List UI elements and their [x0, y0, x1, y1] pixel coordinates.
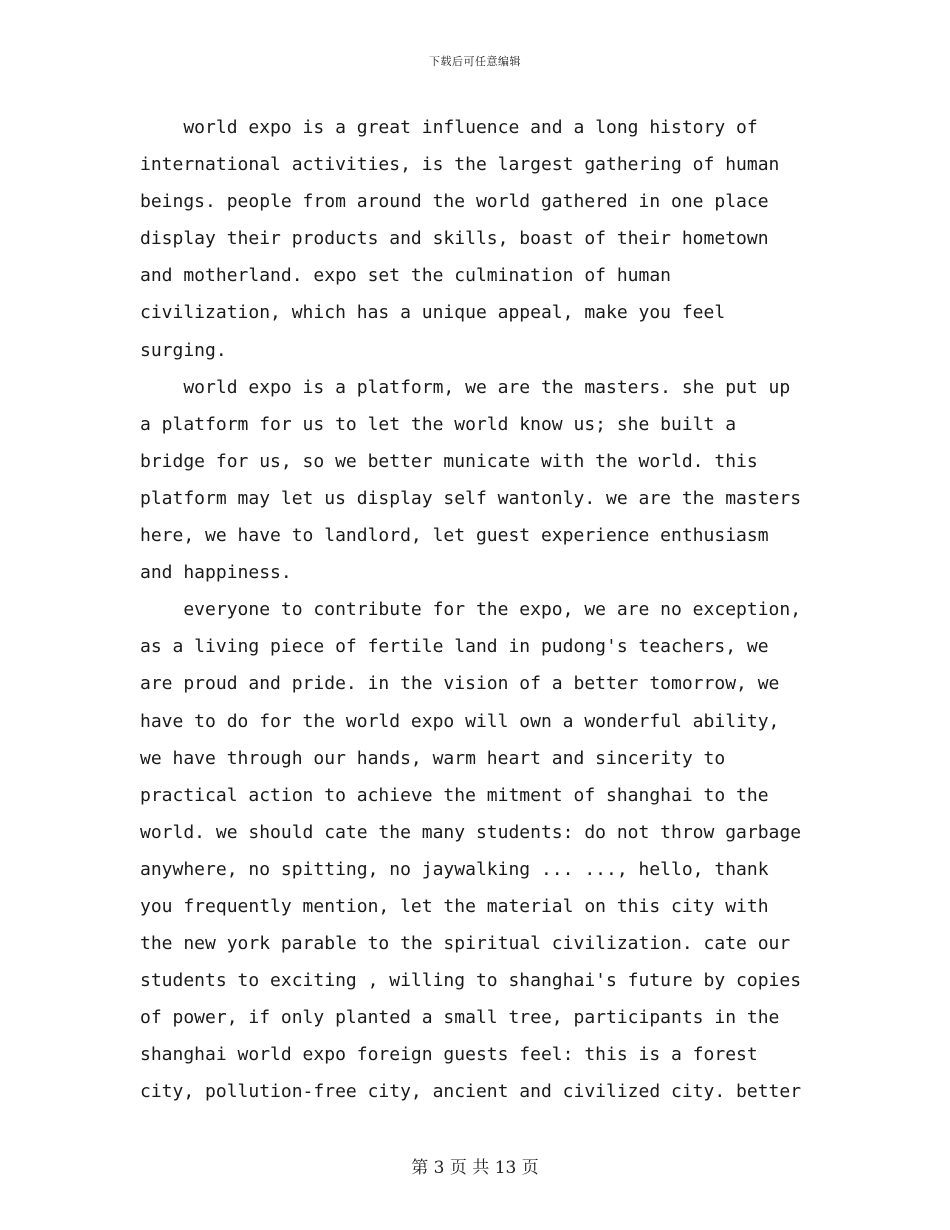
text-line: shanghai world expo foreign guests feel: this is a forest: [140, 1044, 758, 1066]
document-body: [140, 109, 808, 1111]
text-line: a platform for us to let the world know us; she built a: [140, 413, 737, 435]
text-line: platform may let us display self wantonly. we are the masters: [140, 487, 802, 509]
text-line: and motherland. expo set the culmination of human: [140, 265, 672, 287]
text-line: and happiness.: [140, 562, 292, 584]
text-line: the new york parable to the spiritual civilization. cate our: [140, 933, 791, 955]
text-line: bridge for us, so we better municate with the world. this: [140, 450, 758, 472]
text-line: of power, if only planted a small tree, participants in the: [140, 1007, 780, 1029]
text-line: civilization, which has a unique appeal, make you feel: [140, 302, 726, 324]
text-line: city, pollution-free city, ancient and civilized city. better: [140, 1081, 802, 1103]
text-line: beings. people from around the world gathered in one place: [140, 191, 769, 213]
text-line: practical action to achieve the mitment of shanghai to the: [140, 784, 769, 806]
page-number: 第 3 页 共 13 页: [411, 1158, 539, 1178]
text-line: world expo is a great influence and a long history of: [140, 117, 758, 138]
text-line: here, we have to landlord, let guest experience enthusiasm: [140, 525, 769, 547]
text-line: you frequently mention, let the material on this city with: [140, 895, 769, 917]
page-footer: [0, 1153, 950, 1178]
text-line: world expo is a platform, we are the masters. she put up: [140, 376, 791, 398]
text-line: as a living piece of fertile land in pudong's teachers, we: [140, 636, 769, 658]
text-line: everyone to contribute for the expo, we are no exception,: [140, 599, 802, 621]
text-line: we have through our hands, warm heart and sincerity to: [140, 747, 726, 769]
header-note: 下载后可任意编辑: [429, 55, 521, 68]
text-line: have to do for the world expo will own a wonderful ability,: [140, 710, 780, 732]
text-line: display their products and skills, boast of their hometown: [140, 228, 769, 250]
text-line: students to exciting , willing to shanghai's future by copies: [140, 970, 802, 992]
text-line: anywhere, no spitting, no jaywalking ... ..., hello, thank: [140, 858, 769, 880]
text-line: international activities, is the largest gathering of human: [140, 154, 780, 176]
text-line: surging.: [140, 339, 227, 361]
text-line: world. we should cate the many students: do not throw garbage: [140, 821, 802, 843]
text-line: are proud and pride. in the vision of a better tomorrow, we: [140, 673, 780, 695]
